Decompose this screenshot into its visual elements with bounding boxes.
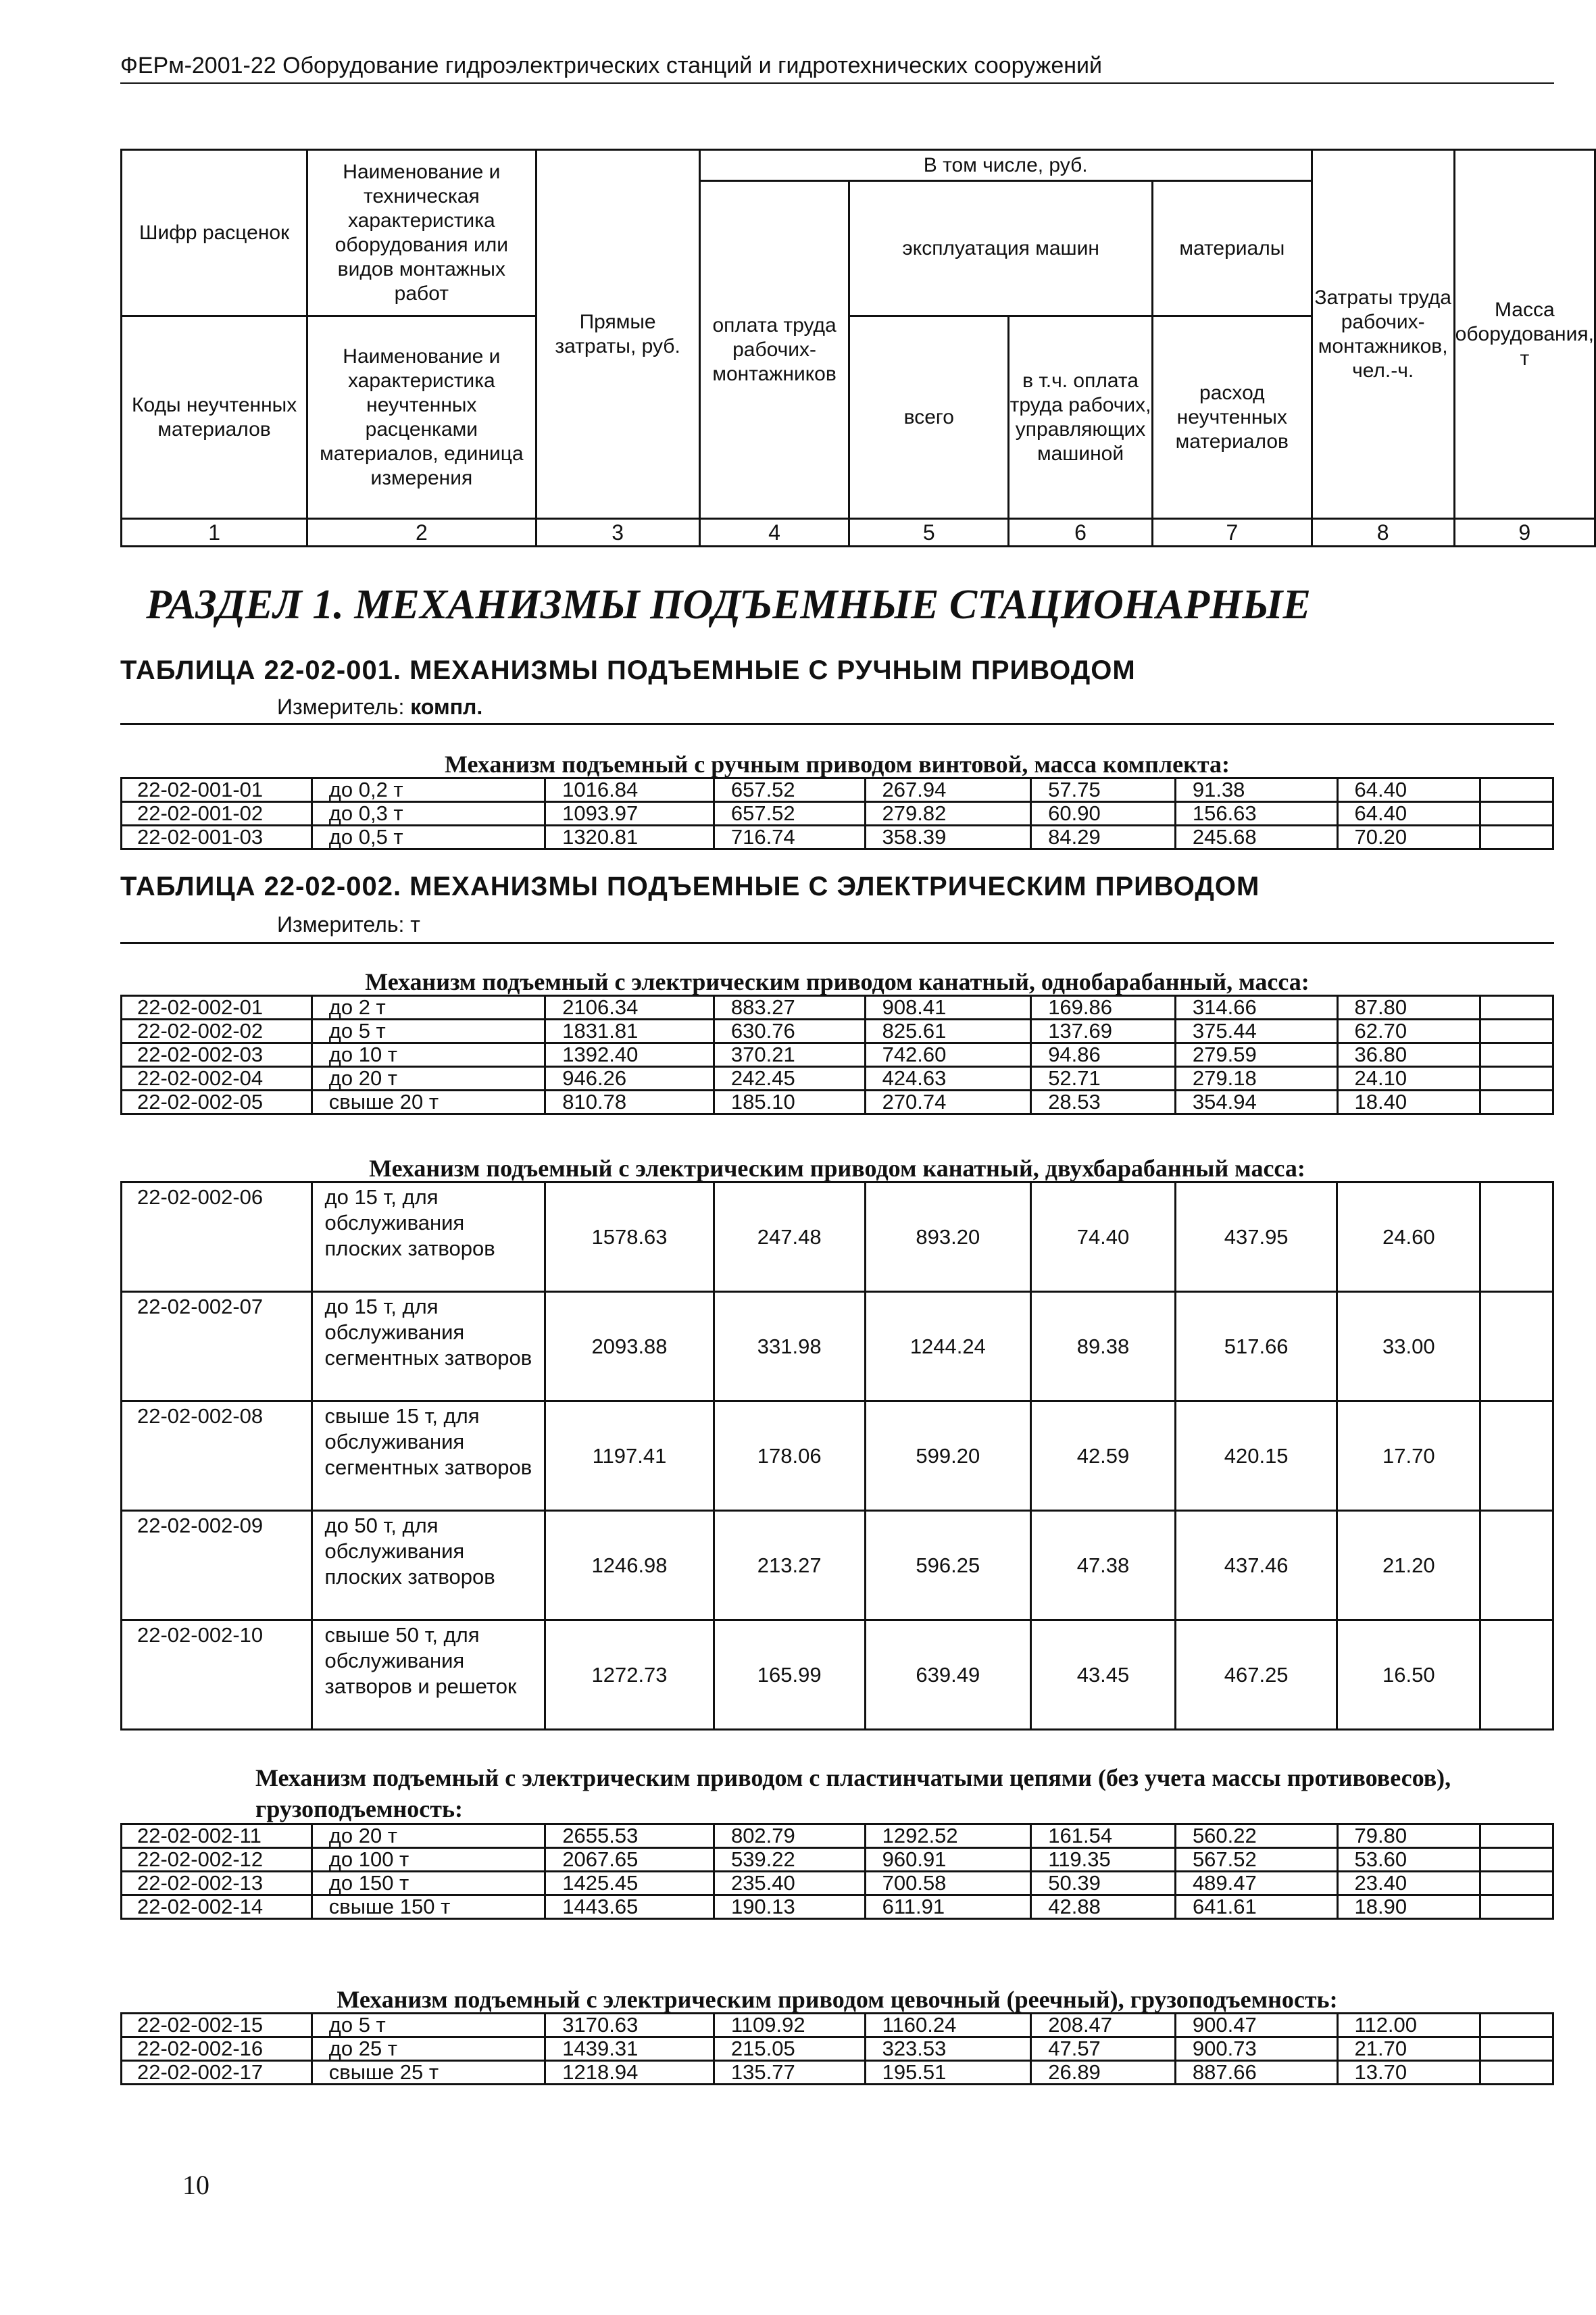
col-number: 5	[849, 519, 1009, 547]
cell-value: 424.63	[865, 1067, 1031, 1091]
cell-empty	[1480, 1848, 1553, 1872]
col-number: 4	[699, 519, 849, 547]
cell-desc: до 5 т	[311, 1020, 545, 1043]
cell-value: 74.40	[1031, 1183, 1176, 1292]
cell-desc: до 20 т	[311, 1824, 545, 1848]
cell-value: 825.61	[865, 1020, 1031, 1043]
group-title: Механизм подъемный с ручным приводом винтовой, масса комплекта:	[445, 751, 1230, 778]
cell-value: 24.10	[1337, 1067, 1480, 1091]
table-title: ТАБЛИЦА 22-02-002. МЕХАНИЗМЫ ПОДЪЕМНЫЕ С ЭЛЕКТРИЧЕСКИМ ПРИВОДОМ	[120, 872, 1260, 901]
cell-value: 883.27	[714, 996, 865, 1020]
cell-code: 22-02-002-07	[122, 1292, 312, 1401]
cell-value: 23.40	[1337, 1872, 1480, 1895]
cell-value: 630.76	[714, 1020, 865, 1043]
cell-value: 639.49	[865, 1620, 1031, 1730]
cell-value: 437.46	[1175, 1511, 1337, 1620]
data-table	[120, 777, 1554, 850]
cell-empty	[1480, 826, 1553, 849]
group-title: Механизм подъемный с электрическим приводом канатный, однобарабанный, масса:	[365, 968, 1310, 995]
cell-desc: свыше 50 т, для обслуживания затворов и решеток	[311, 1620, 545, 1730]
cell-value: 270.74	[865, 1091, 1031, 1114]
cell-value: 810.78	[545, 1091, 714, 1114]
table-row	[122, 1091, 1553, 1114]
cell-value: 47.38	[1031, 1511, 1176, 1620]
col-labor-pay-header: оплата труда рабочих-монтажников	[699, 181, 849, 519]
cell-code: 22-02-002-15	[122, 2014, 312, 2037]
col-mat-codes-header: Коды неучтенных материалов	[122, 316, 307, 519]
cell-empty	[1480, 1020, 1553, 1043]
cell-value: 185.10	[714, 1091, 865, 1114]
cell-value: 517.66	[1175, 1292, 1337, 1401]
cell-desc: до 15 т, для обслуживания плоских затворов	[311, 1183, 545, 1292]
cell-desc: до 50 т, для обслуживания плоских затворов	[311, 1511, 545, 1620]
cell-code: 22-02-002-06	[122, 1183, 312, 1292]
cell-desc: до 5 т	[311, 2014, 545, 2037]
cell-value: 215.05	[714, 2037, 865, 2061]
cell-desc: до 0,2 т	[311, 778, 545, 802]
cell-code: 22-02-002-14	[122, 1895, 312, 1919]
col-name-header: Наименование и техническая характеристика оборудования или видов монтажных работ	[307, 150, 536, 316]
cell-value: 50.39	[1031, 1872, 1176, 1895]
cell-value: 742.60	[865, 1043, 1031, 1067]
cell-code: 22-02-002-05	[122, 1091, 312, 1114]
column-header-table	[120, 149, 1596, 547]
cell-desc: до 20 т	[311, 1067, 545, 1091]
cell-empty	[1480, 1872, 1553, 1895]
cell-value: 657.52	[714, 778, 865, 802]
cell-value: 84.29	[1031, 826, 1176, 849]
table-row	[122, 1895, 1553, 1919]
cell-value: 314.66	[1175, 996, 1337, 1020]
cell-value: 156.63	[1175, 802, 1337, 826]
cell-code: 22-02-002-04	[122, 1067, 312, 1091]
cell-value: 641.61	[1175, 1895, 1337, 1919]
cell-code: 22-02-002-08	[122, 1401, 312, 1511]
cell-value: 1443.65	[545, 1895, 714, 1919]
page-number: 10	[182, 2170, 209, 2200]
cell-code: 22-02-001-03	[122, 826, 312, 849]
data-table	[120, 1181, 1554, 1731]
cell-value: 47.57	[1031, 2037, 1176, 2061]
cell-value: 208.47	[1031, 2014, 1176, 2037]
cell-empty	[1480, 1895, 1553, 1919]
col-machines-total-header: всего	[849, 316, 1009, 519]
col-number: 3	[536, 519, 699, 547]
cell-value: 1320.81	[545, 826, 714, 849]
measure-unit: компл.	[410, 695, 483, 719]
cell-empty	[1480, 1292, 1553, 1401]
table-row	[122, 1511, 1553, 1620]
cell-value: 1218.94	[545, 2061, 714, 2085]
cell-value: 18.90	[1337, 1895, 1480, 1919]
main-content	[120, 541, 1554, 2108]
cell-code: 22-02-002-16	[122, 2037, 312, 2061]
data-table	[120, 995, 1554, 1115]
cell-value: 354.94	[1175, 1091, 1337, 1114]
cell-value: 89.38	[1031, 1292, 1176, 1401]
section-title: РАЗДЕЛ 1. МЕХАНИЗМЫ ПОДЪЕМНЫЕ СТАЦИОНАРНЫЕ	[146, 582, 1311, 628]
data-table	[120, 1823, 1554, 1920]
cell-value: 611.91	[865, 1895, 1031, 1919]
col-mass-header: Масса оборудования, т	[1454, 150, 1595, 519]
group-title: Механизм подъемный с электрическим приводом канатный, двухбарабанный масса:	[369, 1155, 1305, 1182]
measure-unit: т	[410, 912, 420, 937]
cell-value: 64.40	[1337, 802, 1480, 826]
cell-empty	[1480, 778, 1553, 802]
cell-value: 3170.63	[545, 2014, 714, 2037]
table-row	[122, 1620, 1553, 1730]
cell-value: 1578.63	[545, 1183, 714, 1292]
header-rule	[120, 82, 1554, 84]
cell-value: 165.99	[714, 1620, 865, 1730]
cell-empty	[1480, 1043, 1553, 1067]
cell-value: 946.26	[545, 1067, 714, 1091]
measure-label: Измеритель:	[277, 912, 405, 937]
cell-value: 1093.97	[545, 802, 714, 826]
cell-empty	[1480, 1091, 1553, 1114]
cell-desc: до 25 т	[311, 2037, 545, 2061]
cell-code: 22-02-002-09	[122, 1511, 312, 1620]
col-number: 9	[1454, 519, 1595, 547]
cell-code: 22-02-002-10	[122, 1620, 312, 1730]
table-row	[122, 1872, 1553, 1895]
cell-empty	[1480, 802, 1553, 826]
cell-value: 900.47	[1175, 2014, 1337, 2037]
cell-value: 567.52	[1175, 1848, 1337, 1872]
cell-value: 33.00	[1337, 1292, 1480, 1401]
measure-label: Измеритель:	[277, 695, 405, 719]
cell-code: 22-02-002-12	[122, 1848, 312, 1872]
cell-value: 52.71	[1031, 1067, 1176, 1091]
cell-value: 169.86	[1031, 996, 1176, 1020]
cell-value: 195.51	[865, 2061, 1031, 2085]
cell-value: 596.25	[865, 1511, 1031, 1620]
cell-code: 22-02-002-01	[122, 996, 312, 1020]
cell-desc: до 0,3 т	[311, 802, 545, 826]
cell-value: 358.39	[865, 826, 1031, 849]
cell-value: 60.90	[1031, 802, 1176, 826]
col-materials-header: материалы	[1152, 181, 1312, 316]
cell-value: 26.89	[1031, 2061, 1176, 2085]
cell-value: 62.70	[1337, 1020, 1480, 1043]
cell-value: 1160.24	[865, 2014, 1031, 2037]
table-row	[122, 826, 1553, 849]
cell-value: 1392.40	[545, 1043, 714, 1067]
table-row	[122, 1848, 1553, 1872]
col-number: 8	[1312, 519, 1454, 547]
cell-value: 700.58	[865, 1872, 1031, 1895]
cell-desc: свыше 15 т, для обслуживания сегментных затворов	[311, 1401, 545, 1511]
cell-value: 42.88	[1031, 1895, 1176, 1919]
cell-value: 900.73	[1175, 2037, 1337, 2061]
cell-value: 242.45	[714, 1067, 865, 1091]
cell-desc: до 10 т	[311, 1043, 545, 1067]
cell-value: 70.20	[1337, 826, 1480, 849]
cell-value: 657.52	[714, 802, 865, 826]
cell-value: 112.00	[1337, 2014, 1480, 2037]
cell-value: 94.86	[1031, 1043, 1176, 1067]
cell-value: 420.15	[1175, 1401, 1337, 1511]
cell-value: 1016.84	[545, 778, 714, 802]
cell-value: 716.74	[714, 826, 865, 849]
cell-empty	[1480, 1620, 1553, 1730]
cell-value: 279.82	[865, 802, 1031, 826]
cell-value: 1439.31	[545, 2037, 714, 2061]
table-title: ТАБЛИЦА 22-02-001. МЕХАНИЗМЫ ПОДЪЕМНЫЕ С РУЧНЫМ ПРИВОДОМ	[120, 655, 1136, 685]
cell-value: 18.40	[1337, 1091, 1480, 1114]
table-row	[122, 1824, 1553, 1848]
cell-value: 16.50	[1337, 1620, 1480, 1730]
cell-value: 235.40	[714, 1872, 865, 1895]
table-measure	[277, 695, 482, 720]
col-number: 1	[122, 519, 307, 547]
cell-value: 1246.98	[545, 1511, 714, 1620]
table-row	[122, 1043, 1553, 1067]
cell-value: 467.25	[1175, 1620, 1337, 1730]
cell-value: 489.47	[1175, 1872, 1337, 1895]
cell-value: 245.68	[1175, 826, 1337, 849]
cell-value: 247.48	[714, 1183, 865, 1292]
table-row	[122, 1020, 1553, 1043]
cell-empty	[1480, 1183, 1553, 1292]
table-rule	[120, 723, 1554, 725]
cell-value: 1109.92	[714, 2014, 865, 2037]
cell-value: 1272.73	[545, 1620, 714, 1730]
cell-value: 1425.45	[545, 1872, 714, 1895]
table-row	[122, 996, 1553, 1020]
cell-desc: свыше 20 т	[311, 1091, 545, 1114]
cell-value: 42.59	[1031, 1401, 1176, 1511]
cell-desc: свыше 150 т	[311, 1895, 545, 1919]
table-row	[122, 2037, 1553, 2061]
col-mat-name-header: Наименование и характеристика неучтенных расценками материалов, единица измерения	[307, 316, 536, 519]
cell-value: 370.21	[714, 1043, 865, 1067]
cell-value: 323.53	[865, 2037, 1031, 2061]
cell-desc: свыше 25 т	[311, 2061, 545, 2085]
cell-value: 893.20	[865, 1183, 1031, 1292]
cell-value: 2093.88	[545, 1292, 714, 1401]
col-number: 6	[1009, 519, 1153, 547]
col-machines-pay-header: в т.ч. оплата труда рабочих, управляющих машиной	[1009, 316, 1153, 519]
cell-value: 599.20	[865, 1401, 1031, 1511]
cell-empty	[1480, 2037, 1553, 2061]
cell-value: 213.27	[714, 1511, 865, 1620]
cell-empty	[1480, 2014, 1553, 2037]
cell-value: 135.77	[714, 2061, 865, 2085]
cell-desc: до 0,5 т	[311, 826, 545, 849]
cell-desc: до 2 т	[311, 996, 545, 1020]
data-table	[120, 2012, 1554, 2085]
cell-empty	[1480, 1401, 1553, 1511]
group-title: Механизм подъемный с электрическим приводом с пластинчатыми цепями (без учета массы противовесов), грузоподъемность:	[255, 1764, 1451, 1822]
cell-value: 908.41	[865, 996, 1031, 1020]
cell-value: 1292.52	[865, 1824, 1031, 1848]
cell-value: 1831.81	[545, 1020, 714, 1043]
table-row	[122, 2061, 1553, 2085]
table-row	[122, 1067, 1553, 1091]
cell-value: 267.94	[865, 778, 1031, 802]
col-labor-costs-header: Затраты труда рабочих-монтажников, чел.-ч.	[1312, 150, 1454, 519]
cell-code: 22-02-001-01	[122, 778, 312, 802]
cell-code: 22-02-001-02	[122, 802, 312, 826]
cell-value: 331.98	[714, 1292, 865, 1401]
cell-value: 87.80	[1337, 996, 1480, 1020]
cell-value: 91.38	[1175, 778, 1337, 802]
cell-desc: до 100 т	[311, 1848, 545, 1872]
table-row	[122, 1183, 1553, 1292]
cell-value: 178.06	[714, 1401, 865, 1511]
cell-value: 21.20	[1337, 1511, 1480, 1620]
cell-value: 2067.65	[545, 1848, 714, 1872]
cell-code: 22-02-002-03	[122, 1043, 312, 1067]
table-row	[122, 1292, 1553, 1401]
group-title: Механизм подъемный с электрическим приводом цевочный (реечный), грузоподъемность:	[336, 1986, 1338, 2013]
cell-value: 161.54	[1031, 1824, 1176, 1848]
cell-value: 28.53	[1031, 1091, 1176, 1114]
cell-value: 79.80	[1337, 1824, 1480, 1848]
col-direct-costs-header: Прямые затраты, руб.	[536, 150, 699, 519]
cell-code: 22-02-002-02	[122, 1020, 312, 1043]
cell-empty	[1480, 1824, 1553, 1848]
cell-value: 437.95	[1175, 1183, 1337, 1292]
col-code-header: Шифр расценок	[122, 150, 307, 316]
cell-value: 119.35	[1031, 1848, 1176, 1872]
cell-value: 13.70	[1337, 2061, 1480, 2085]
col-number: 2	[307, 519, 536, 547]
cell-empty	[1480, 1511, 1553, 1620]
cell-value: 137.69	[1031, 1020, 1176, 1043]
cell-value: 802.79	[714, 1824, 865, 1848]
table-row	[122, 802, 1553, 826]
cell-value: 560.22	[1175, 1824, 1337, 1848]
cell-desc: до 15 т, для обслуживания сегментных затворов	[311, 1292, 545, 1401]
cell-code: 22-02-002-11	[122, 1824, 312, 1848]
cell-value: 21.70	[1337, 2037, 1480, 2061]
table-row	[122, 2014, 1553, 2037]
cell-empty	[1480, 1067, 1553, 1091]
cell-empty	[1480, 996, 1553, 1020]
table-measure	[277, 912, 420, 937]
col-incl-header: В том числе, руб.	[699, 150, 1312, 181]
col-machines-header: эксплуатация машин	[849, 181, 1153, 316]
page-header-title: ФЕРм-2001-22 Оборудование гидроэлектрических станций и гидротехнических сооружений	[120, 53, 1102, 78]
col-number: 7	[1152, 519, 1312, 547]
cell-value: 190.13	[714, 1895, 865, 1919]
cell-value: 279.18	[1175, 1067, 1337, 1091]
cell-value: 887.66	[1175, 2061, 1337, 2085]
cell-value: 2655.53	[545, 1824, 714, 1848]
table-row	[122, 1401, 1553, 1511]
cell-value: 57.75	[1031, 778, 1176, 802]
cell-value: 375.44	[1175, 1020, 1337, 1043]
cell-value: 53.60	[1337, 1848, 1480, 1872]
cell-value: 1244.24	[865, 1292, 1031, 1401]
cell-value: 1197.41	[545, 1401, 714, 1511]
col-mat-use-header: расход неучтенных материалов	[1152, 316, 1312, 519]
cell-empty	[1480, 2061, 1553, 2085]
cell-value: 43.45	[1031, 1620, 1176, 1730]
cell-value: 279.59	[1175, 1043, 1337, 1067]
cell-value: 64.40	[1337, 778, 1480, 802]
cell-code: 22-02-002-13	[122, 1872, 312, 1895]
cell-value: 17.70	[1337, 1401, 1480, 1511]
table-row	[122, 778, 1553, 802]
cell-value: 36.80	[1337, 1043, 1480, 1067]
cell-value: 2106.34	[545, 996, 714, 1020]
cell-value: 24.60	[1337, 1183, 1480, 1292]
cell-value: 960.91	[865, 1848, 1031, 1872]
cell-value: 539.22	[714, 1848, 865, 1872]
cell-code: 22-02-002-17	[122, 2061, 312, 2085]
cell-desc: до 150 т	[311, 1872, 545, 1895]
table-rule	[120, 942, 1554, 944]
